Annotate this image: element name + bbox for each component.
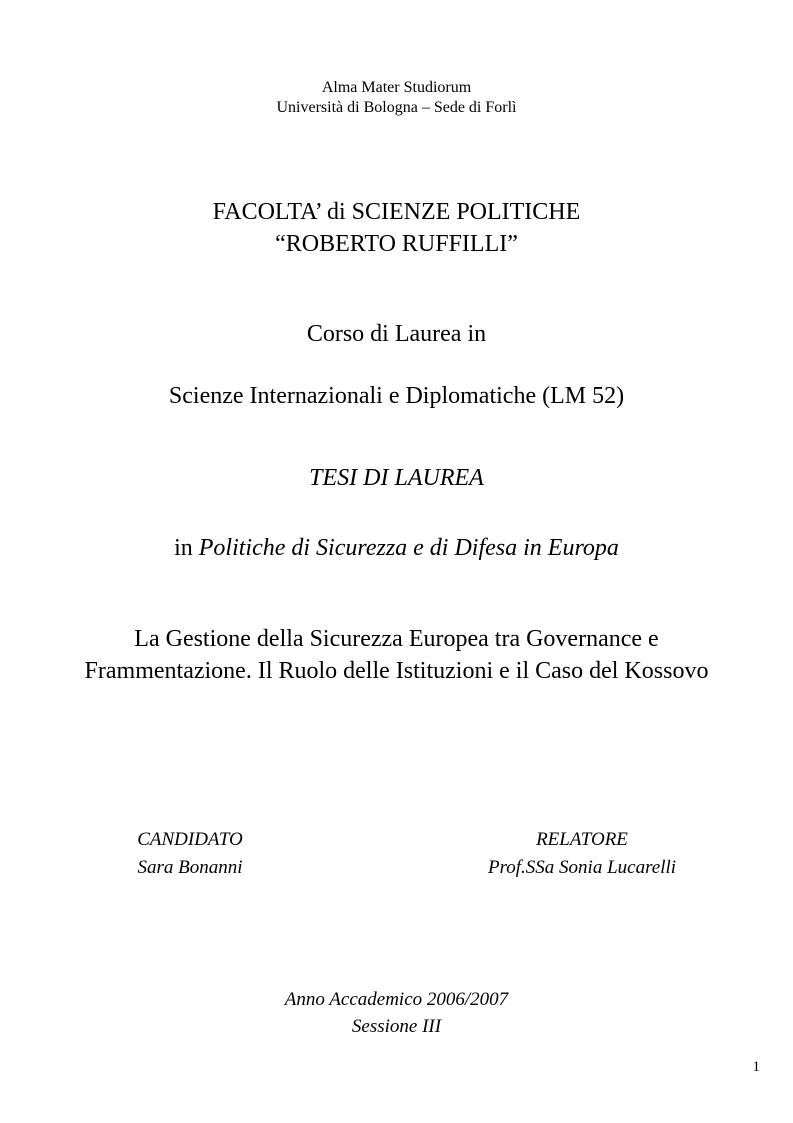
thesis-subject-line: [0, 534, 793, 562]
course-name: Scienze Internazionali e Diplomatiche (LM 52): [168, 383, 625, 409]
faculty-name: FACOLTA’ di SCIENZE POLITICHE: [212, 199, 581, 225]
supervisor-name: Prof.SSa Sonia Lucarelli: [487, 857, 677, 878]
course-intro: Corso di Laurea in: [306, 321, 487, 347]
academic-year: Anno Accademico 2006/2007: [284, 989, 509, 1010]
thesis-label: TESI DI LAUREA: [309, 465, 484, 491]
thesis-title-line-2: Frammentazione. Il Ruolo delle Istituzioni e il Caso del Kossovo: [84, 658, 709, 684]
thesis-title-line-1: La Gestione della Sicurezza Europea tra Governance e: [134, 626, 659, 652]
faculty-dedication: “ROBERTO RUFFILLI”: [275, 231, 518, 257]
page-number: 1: [752, 1059, 760, 1075]
candidate-name: Sara Bonanni: [137, 857, 243, 878]
institution-name: Alma Mater Studiorum: [321, 79, 472, 96]
supervisor-block: [432, 826, 732, 882]
supervisor-label: RELATORE: [536, 829, 628, 850]
candidate-label: CANDIDATO: [137, 829, 243, 850]
candidate-block: [90, 826, 290, 882]
session: Sessione III: [351, 1016, 442, 1037]
subject-prefix: in: [174, 535, 199, 561]
university-name: Università di Bologna – Sede di Forlì: [276, 99, 517, 116]
thesis-subject: Politiche di Sicurezza e di Difesa in Europa: [198, 535, 619, 561]
